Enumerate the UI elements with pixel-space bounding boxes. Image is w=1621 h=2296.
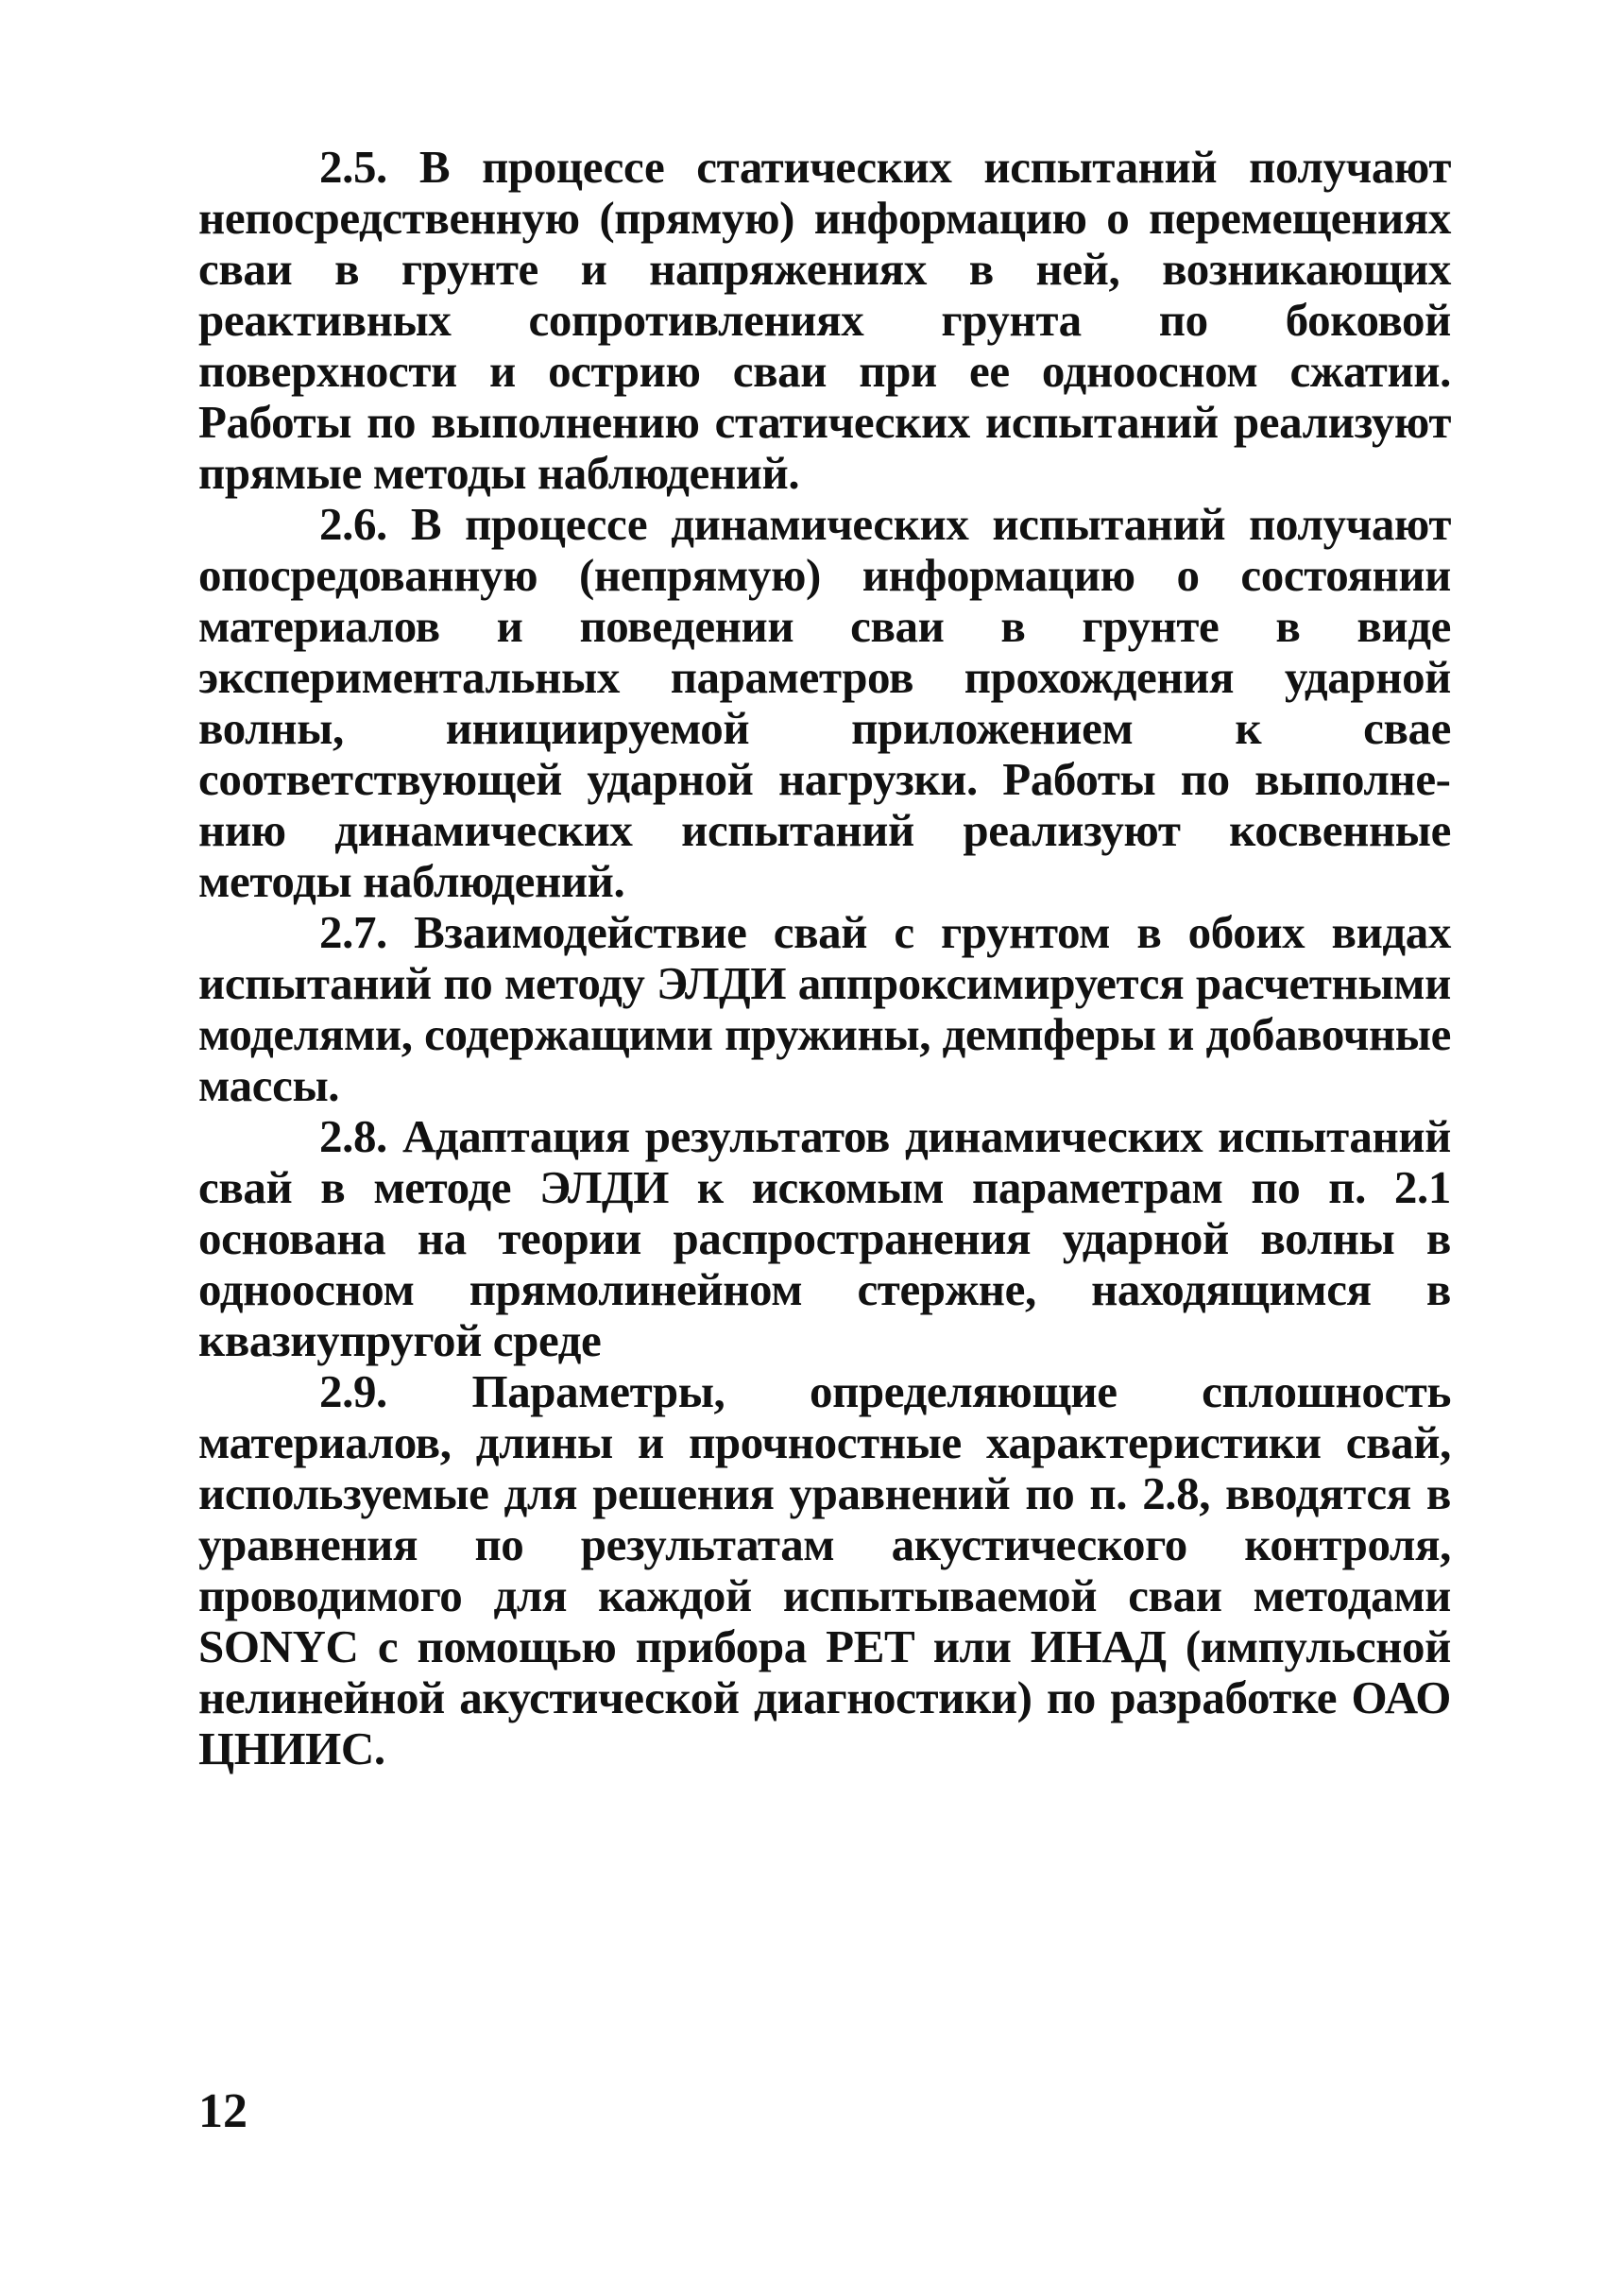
page-number: 12 [198,2084,247,2138]
body-text [198,142,1451,1774]
paragraph-2-7: 2.7. Взаимодействие свай с грунтом в обоих видах испытаний по методу ЭЛДИ аппроксимируется расчетными моделями, содержащими пружины, демпферы и добавочные массы. [198,906,1451,1111]
paragraph-2-9: 2.9. Параметры, определяющие сплошность материалов, длины и прочностные характеристики свай, используемые для решения уравнений по п. 2.8, вводятся в уравнения по результатам акустического контроля, проводимого для каждой испытываемой сваи методами SONYC с помощью прибора PET или ИНАД (импульсной нелинейной акустической диагностики) по разработке ОАО ЦНИИС. [198,1365,1451,1774]
paragraph-2-6: 2.6. В процессе динамических испытаний получают опосредованную (непрямую) информацию о состоянии материалов и поведении сваи в грунте в виде экспериментальных параметров прохождения ударной волны, инициируемой приложением к свае соответствующей ударной нагрузки. Работы по выполнению динамических испытаний реализуют косвенные методы наблюдений. [198,498,1451,907]
paragraph-2-8: 2.8. Адаптация результатов динамических испытаний свай в методе ЭЛДИ к искомым параметрам по п. 2.1 основана на теории распространения ударной волны в одноосном прямолинейном стержне, находящимся в квазиупругой среде [198,1110,1451,1366]
paragraph-2-5: 2.5. В процессе статических испытаний получают непосредственную (прямую) информацию о перемещениях сваи в грунте и напряжениях в ней, возникающих реактивных сопротивлениях грунта по боковой поверхности и острию сваи при ее одноосном сжатии. Работы по выполнению статических испытаний реализуют прямые методы наблюдений. [198,141,1451,499]
